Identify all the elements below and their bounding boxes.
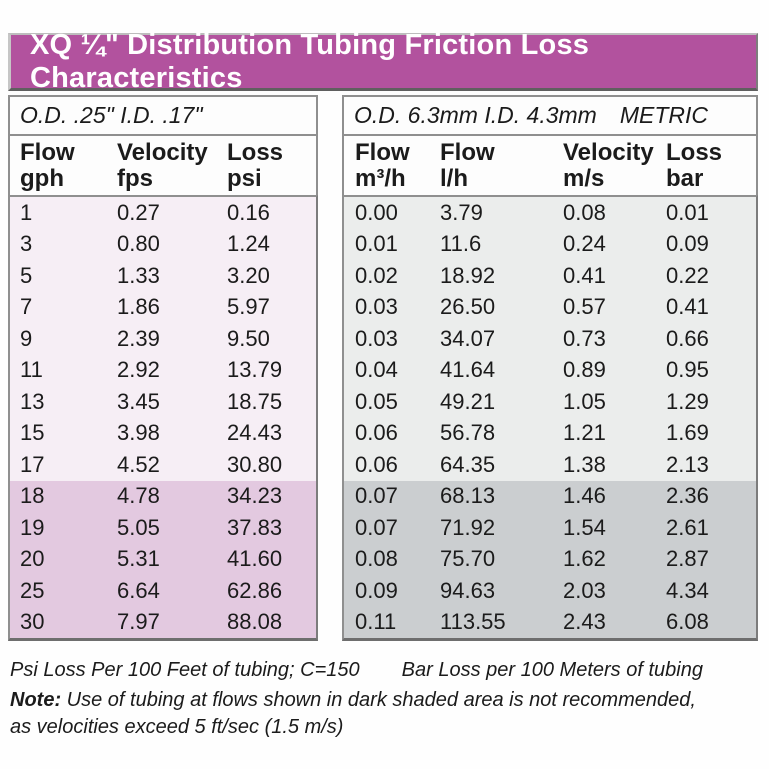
table-cell: 1.46	[563, 483, 606, 509]
table-cell: 71.92	[440, 514, 496, 540]
table-row	[344, 449, 756, 481]
table-cell: 11	[20, 357, 43, 383]
table-cell: 2.92	[117, 357, 160, 383]
table-cell: 0.95	[666, 357, 709, 383]
table-cell: 7.97	[117, 609, 160, 635]
table-cell: 68.13	[440, 483, 496, 509]
table-cell: 0.05	[355, 388, 398, 414]
table-row	[344, 544, 756, 576]
table-cell: 2.13	[666, 451, 709, 477]
table-cell: 18.75	[227, 388, 283, 414]
table-cell: 1.86	[117, 294, 160, 320]
table-cell: 9	[20, 325, 33, 351]
column-label: Loss	[227, 138, 284, 166]
table-row	[344, 323, 756, 355]
column-header-loss-psi	[227, 140, 316, 192]
table-cell: 6.08	[666, 609, 709, 635]
table-cell: 3.98	[117, 420, 160, 446]
table-cell: 1.54	[563, 514, 606, 540]
table-cell: 3.45	[117, 388, 160, 414]
table-cell: 19	[20, 514, 45, 540]
table-cell: 18.92	[440, 262, 496, 288]
table-cell: 24.43	[227, 420, 283, 446]
table-cell: 2.43	[563, 609, 606, 635]
table-cell: 0.00	[355, 199, 398, 225]
table-cell: 34.07	[440, 325, 496, 351]
table-cell: 2.39	[117, 325, 160, 351]
table-row	[344, 481, 756, 513]
table-cell: 5.05	[117, 514, 160, 540]
table-row	[344, 292, 756, 324]
table-cell: 0.08	[563, 199, 606, 225]
table-cell: 15	[20, 420, 45, 446]
table-cell: 1.24	[227, 231, 270, 257]
table-cell: 0.89	[563, 357, 606, 383]
table-cell: 56.78	[440, 420, 496, 446]
table-cell: 0.24	[563, 231, 606, 257]
table-cell: 0.01	[666, 199, 709, 225]
metric-subtitle-label: O.D. 6.3mm I.D. 4.3mm	[354, 102, 597, 128]
table-cell: 0.16	[227, 199, 270, 225]
column-header-flow-gph	[20, 140, 117, 192]
table-row	[10, 260, 316, 292]
column-unit: m/s	[563, 164, 605, 192]
table-cell: 64.35	[440, 451, 496, 477]
table-cell: 0.03	[355, 294, 398, 320]
imperial-table-body	[8, 195, 318, 641]
table-cell: 5.31	[117, 546, 160, 572]
table-row	[10, 229, 316, 261]
table-cell: 49.21	[440, 388, 496, 414]
table-row	[344, 418, 756, 450]
tables-area	[8, 95, 758, 641]
imperial-subtitle-label: O.D. .25" I.D. .17"	[20, 102, 203, 128]
bar-footnote: Bar Loss per 100 Meters of tubing	[401, 659, 703, 681]
table-cell: 0.80	[117, 231, 160, 257]
column-header-flow-m3h	[355, 140, 440, 192]
table-cell: 7	[20, 294, 33, 320]
column-label: Loss	[666, 138, 723, 166]
table-cell: 0.01	[355, 231, 398, 257]
column-header-velocity-fps	[117, 140, 227, 192]
table-row	[10, 481, 316, 513]
column-label: Velocity	[117, 138, 208, 166]
column-label: Flow	[20, 138, 75, 166]
table-cell: 9.50	[227, 325, 270, 351]
table-cell: 1.38	[563, 451, 606, 477]
metric-table-body	[342, 195, 758, 641]
table-cell: 0.09	[666, 231, 709, 257]
table-row	[10, 355, 316, 387]
table-row	[10, 544, 316, 576]
table-row	[10, 575, 316, 607]
table-cell: 0.09	[355, 577, 398, 603]
table-row	[10, 323, 316, 355]
page-title: XQ ¼" Distribution Tubing Friction Loss Characteristics	[30, 28, 590, 94]
table-cell: 0.06	[355, 451, 398, 477]
table-cell: 0.08	[355, 546, 398, 572]
column-label: Flow	[355, 138, 410, 166]
metric-column-headers	[342, 134, 758, 197]
column-unit: bar	[666, 164, 704, 192]
table-row	[10, 418, 316, 450]
table-cell: 0.03	[355, 325, 398, 351]
imperial-column-headers	[8, 134, 318, 197]
table-cell: 41.60	[227, 546, 283, 572]
table-cell: 113.55	[440, 609, 506, 635]
table-cell: 0.07	[355, 514, 398, 540]
table-row	[344, 229, 756, 261]
table-cell: 2.36	[666, 483, 709, 509]
table-cell: 88.08	[227, 609, 283, 635]
table-cell: 75.70	[440, 546, 496, 572]
table-row	[344, 260, 756, 292]
table-row	[10, 197, 316, 229]
column-header-velocity-ms	[563, 140, 666, 192]
table-cell: 0.02	[355, 262, 398, 288]
footnotes	[10, 657, 759, 741]
table-cell: 0.57	[563, 294, 606, 320]
table-cell: 3	[20, 231, 33, 257]
table-cell: 1.33	[117, 262, 160, 288]
metric-tag: METRIC	[619, 102, 708, 128]
table-cell: 1.05	[563, 388, 606, 414]
table-cell: 3.20	[227, 262, 270, 288]
column-label: Velocity	[563, 138, 654, 166]
table-cell: 5.97	[227, 294, 270, 320]
column-unit: m³/h	[355, 164, 406, 192]
table-cell: 1.69	[666, 420, 709, 446]
table-cell: 1	[20, 199, 33, 225]
table-cell: 0.04	[355, 357, 398, 383]
table-cell: 0.73	[563, 325, 606, 351]
column-header-loss-bar	[666, 140, 756, 192]
table-cell: 5	[20, 262, 33, 288]
usage-note	[10, 687, 700, 741]
table-row	[10, 607, 316, 639]
note-text: Use of tubing at flows shown in dark shaded area is not recommended, as velocities exceed 5 ft/sec (1.5 m/s)	[10, 689, 696, 738]
table-cell: 37.83	[227, 514, 283, 540]
table-cell: 6.64	[117, 577, 160, 603]
table-cell: 17	[20, 451, 45, 477]
loss-basis-notes	[10, 657, 759, 684]
table-cell: 34.23	[227, 483, 283, 509]
column-header-flow-lh	[440, 140, 563, 192]
table-cell: 1.29	[666, 388, 709, 414]
table-cell: 41.64	[440, 357, 496, 383]
table-cell: 0.66	[666, 325, 709, 351]
table-cell: 2.61	[666, 514, 709, 540]
table-cell: 4.52	[117, 451, 160, 477]
table-cell: 30	[20, 609, 45, 635]
imperial-subtitle	[8, 95, 318, 136]
table-cell: 11.6	[440, 231, 482, 257]
table-row	[344, 197, 756, 229]
column-unit: l/h	[440, 164, 468, 192]
table-cell: 0.06	[355, 420, 398, 446]
column-unit: psi	[227, 164, 262, 192]
table-cell: 25	[20, 577, 45, 603]
table-cell: 62.86	[227, 577, 283, 603]
table-row	[10, 292, 316, 324]
table-row	[10, 449, 316, 481]
psi-footnote: Psi Loss Per 100 Feet of tubing; C=150	[10, 659, 360, 681]
table-cell: 13	[20, 388, 45, 414]
metric-subtitle	[342, 95, 758, 136]
table-cell: 30.80	[227, 451, 283, 477]
note-label: Note:	[10, 689, 62, 711]
table-cell: 4.78	[117, 483, 160, 509]
table-cell: 2.03	[563, 577, 606, 603]
table-cell: 0.41	[666, 294, 709, 320]
table-cell: 18	[20, 483, 45, 509]
table-row	[344, 607, 756, 639]
title-banner	[8, 28, 758, 94]
imperial-table	[8, 95, 318, 641]
table-cell: 3.79	[440, 199, 483, 225]
column-label: Flow	[440, 138, 495, 166]
metric-table	[342, 95, 758, 641]
column-unit: gph	[20, 164, 64, 192]
table-cell: 0.07	[355, 483, 398, 509]
table-cell: 1.21	[563, 420, 606, 446]
table-cell: 2.87	[666, 546, 709, 572]
table-row	[10, 386, 316, 418]
table-row	[344, 512, 756, 544]
table-row	[344, 355, 756, 387]
table-row	[10, 512, 316, 544]
table-row	[344, 386, 756, 418]
table-cell: 1.62	[563, 546, 606, 572]
table-cell: 0.22	[666, 262, 709, 288]
table-cell: 94.63	[440, 577, 496, 603]
table-cell: 26.50	[440, 294, 496, 320]
table-cell: 0.11	[355, 609, 397, 635]
table-cell: 20	[20, 546, 45, 572]
table-row	[344, 575, 756, 607]
table-cell: 0.41	[563, 262, 606, 288]
table-cell: 0.27	[117, 199, 160, 225]
column-unit: fps	[117, 164, 153, 192]
table-cell: 4.34	[666, 577, 709, 603]
table-cell: 13.79	[227, 357, 283, 383]
